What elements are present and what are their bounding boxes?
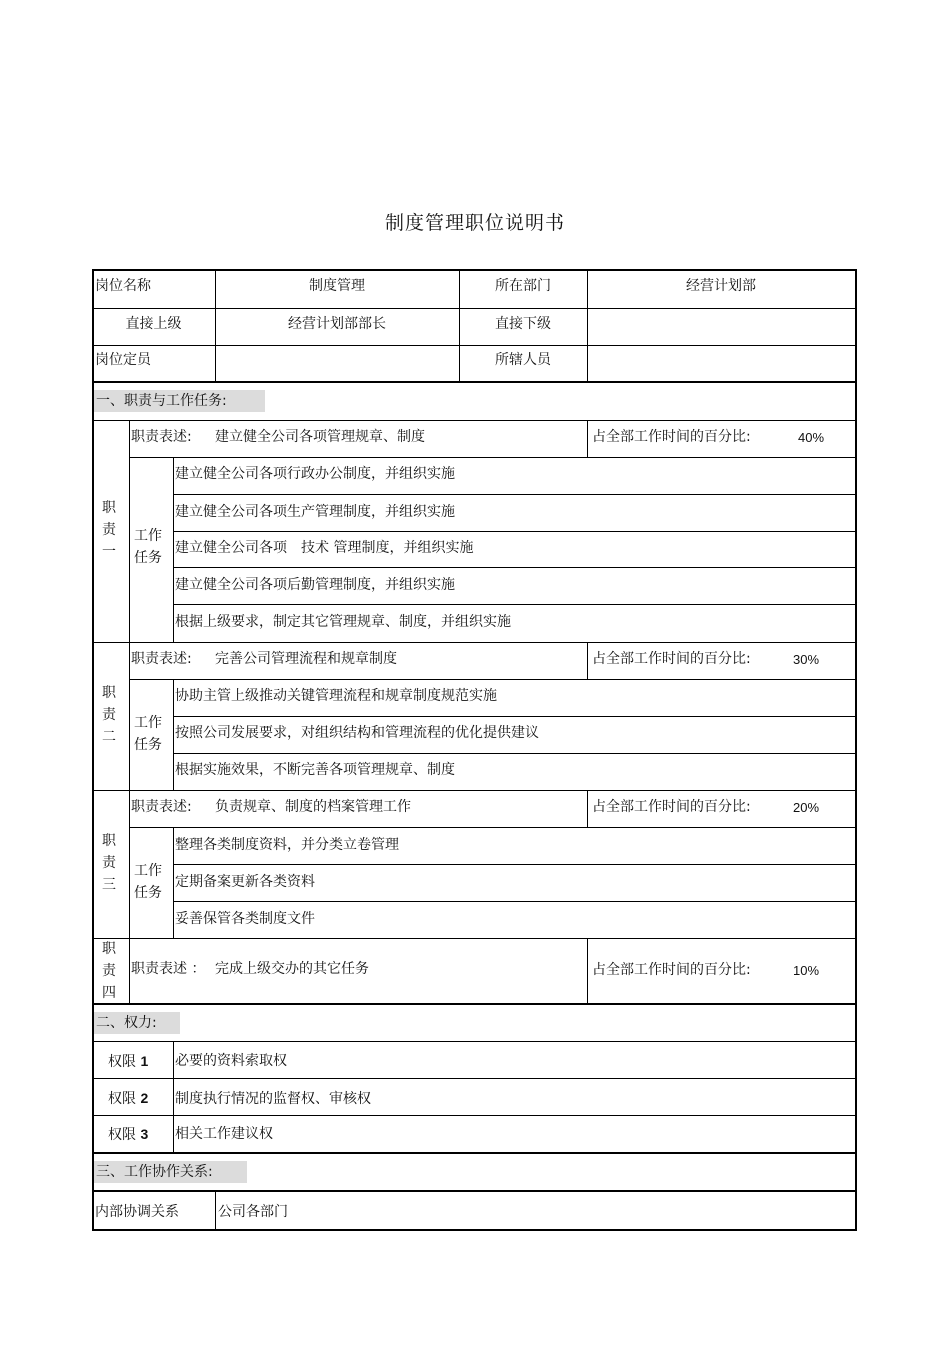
superior-label: 直接上级 — [125, 316, 182, 332]
duty-3-pct: 20% — [793, 800, 820, 815]
power-3-label: 权限 3 — [108, 1126, 149, 1143]
dept-value: 经营计划部 — [686, 278, 756, 294]
col-divider — [215, 1191, 216, 1231]
row-divider — [92, 938, 857, 939]
duty-1-task: 建立健全公司各项行政办公制度，并组织实施 — [175, 466, 455, 482]
col-divider — [587, 420, 588, 457]
post-name-label: 岗位名称 — [95, 278, 151, 294]
job-description-table — [92, 269, 857, 1231]
duty-2-task: 根据实施效果，不断完善各项管理规章、制度 — [175, 762, 455, 778]
row-divider — [129, 457, 857, 458]
duty-2-pct: 30% — [793, 652, 820, 667]
row-divider — [173, 494, 857, 495]
duty-4-label: 职 责 四 — [102, 941, 116, 1001]
row-divider — [129, 827, 857, 828]
col-divider — [587, 642, 588, 679]
subordinate-label: 直接下级 — [495, 316, 551, 332]
duty-3-pct-label: 占全部工作时间的百分比: — [592, 799, 751, 815]
duty-4-pct: 10% — [793, 963, 820, 978]
dept-label: 所在部门 — [495, 278, 551, 294]
duty-2-desc-label: 职责表述: — [131, 651, 192, 667]
duty-1-label: 职 责 一 — [102, 500, 116, 560]
row-divider — [92, 381, 857, 383]
row-divider — [92, 345, 857, 346]
power-3-text: 相关工作建议权 — [175, 1126, 273, 1142]
row-divider — [92, 1003, 857, 1005]
duty-4-desc: 完成上级交办的其它任务 — [215, 961, 369, 977]
duty-1-task: 建立健全公司各项后勤管理制度，并组织实施 — [175, 577, 455, 593]
duty-3-desc-label: 职责表述: — [131, 799, 192, 815]
col-divider — [587, 790, 588, 827]
internal-relation-label: 内部协调关系 — [95, 1204, 179, 1220]
row-divider — [92, 1115, 857, 1116]
post-name-value: 制度管理 — [309, 278, 365, 294]
row-divider — [173, 716, 857, 717]
col-divider — [173, 827, 174, 938]
duty-2-pct-label: 占全部工作时间的百分比: — [592, 651, 751, 667]
page-title: 制度管理职位说明书 — [384, 212, 565, 234]
row-divider — [129, 679, 857, 680]
col-divider — [129, 420, 130, 1004]
duty-4-pct-label: 占全部工作时间的百分比: — [592, 962, 751, 978]
managed-label: 所辖人员 — [495, 352, 551, 368]
section-powers-header: 二、权力: — [94, 1012, 180, 1034]
col-divider — [173, 679, 174, 790]
row-divider — [92, 1041, 857, 1042]
duty-2-desc: 完善公司管理流程和规章制度 — [215, 651, 397, 667]
duty-2-task-label: 工作 任务 — [134, 715, 162, 753]
row-divider — [173, 567, 857, 568]
duty-3-task: 定期备案更新各类资料 — [175, 874, 315, 890]
col-divider — [587, 938, 588, 1004]
duty-1-task-label: 工作 任务 — [134, 528, 162, 566]
duty-2-task: 按照公司发展要求，对组织结构和管理流程的优化提供建议 — [175, 725, 539, 741]
duty-1-desc-label: 职责表述: — [131, 429, 192, 445]
duty-3-label: 职 责 三 — [102, 833, 116, 893]
power-1-text: 必要的资料索取权 — [175, 1053, 287, 1069]
row-divider — [92, 1152, 857, 1154]
duty-1-desc: 建立健全公司各项管理规章、制度 — [215, 429, 425, 445]
duty-2-task: 协助主管上级推动关键管理流程和规章制度规范实施 — [175, 688, 497, 704]
col-divider — [173, 1041, 174, 1153]
row-divider — [92, 308, 857, 309]
duty-1-task: 根据上级要求，制定其它管理规章、制度，并组织实施 — [175, 614, 511, 630]
row-divider — [173, 604, 857, 605]
col-divider — [173, 457, 174, 642]
section-duties-header: 一、职责与工作任务: — [94, 390, 265, 412]
row-divider — [173, 531, 857, 532]
duty-3-task: 整理各类制度资料，并分类立卷管理 — [175, 837, 399, 853]
row-divider — [173, 753, 857, 754]
row-divider — [92, 642, 857, 643]
duty-2-label: 职 责 二 — [102, 685, 116, 745]
duty-1-pct: 40% — [798, 430, 825, 445]
duty-3-task-label: 工作 任务 — [134, 863, 162, 901]
row-divider — [92, 790, 857, 791]
row-divider — [92, 1078, 857, 1079]
row-divider — [173, 864, 857, 865]
superior-value: 经营计划部部长 — [288, 316, 386, 332]
duty-1-task: 建立健全公司各项 技术 管理制度，并组织实施 — [175, 540, 474, 556]
power-2-text: 制度执行情况的监督权、审核权 — [175, 1091, 371, 1107]
power-2-label: 权限 2 — [108, 1090, 149, 1107]
duty-3-desc: 负责规章、制度的档案管理工作 — [215, 799, 411, 815]
row-divider — [173, 901, 857, 902]
duty-4-desc-label: 职责表述 ： — [131, 961, 206, 977]
row-divider — [92, 1190, 857, 1192]
row-divider — [92, 420, 857, 421]
section-relations-header: 三、工作协作关系: — [94, 1161, 247, 1183]
duty-1-task: 建立健全公司各项生产管理制度，并组织实施 — [175, 504, 455, 520]
duty-3-task: 妥善保管各类制度文件 — [175, 911, 315, 927]
duty-1-pct-label: 占全部工作时间的百分比: — [592, 429, 751, 445]
internal-relation-value: 公司各部门 — [218, 1204, 288, 1220]
power-1-label: 权限 1 — [108, 1053, 149, 1070]
staffing-label: 岗位定员 — [95, 352, 151, 368]
